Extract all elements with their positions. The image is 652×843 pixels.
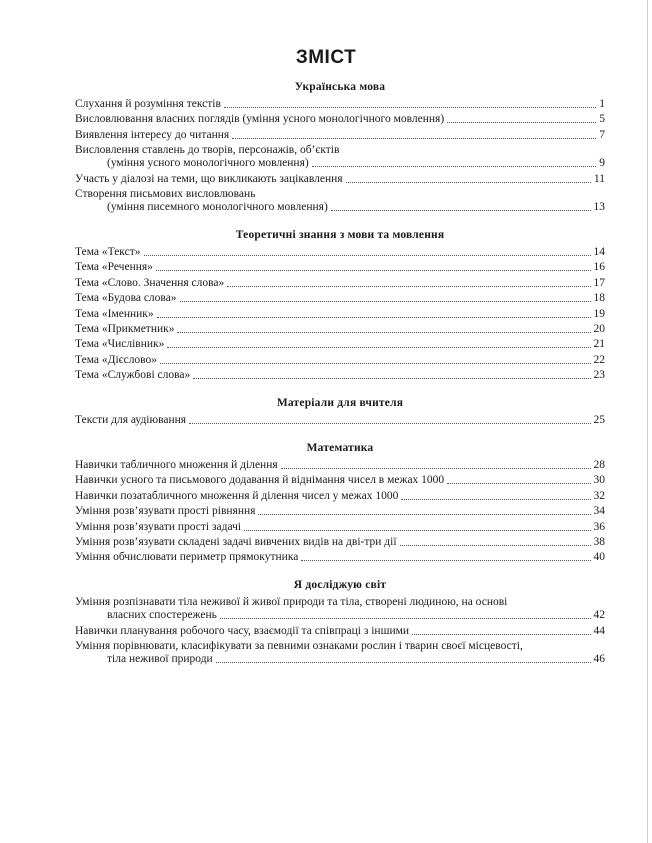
toc-entry-title: Тема «Будова слова» xyxy=(75,292,177,305)
toc-entry xyxy=(75,277,605,290)
toc-entry xyxy=(75,596,605,622)
dot-leader xyxy=(412,634,590,635)
toc-entry-title: Тема «Речення» xyxy=(75,261,153,274)
toc-entry-row xyxy=(75,459,605,472)
toc-entry-title-line: Висловлення ставлень до творів, персонажів, об’єктів xyxy=(75,144,340,157)
dot-leader xyxy=(193,378,590,379)
toc-entry xyxy=(75,144,605,170)
section-heading: Українська мова xyxy=(294,81,386,93)
toc-entry xyxy=(75,536,605,549)
page-number: 34 xyxy=(593,505,605,518)
page-number: 18 xyxy=(593,292,605,305)
page-number: 42 xyxy=(593,609,605,622)
toc-entry-row xyxy=(75,292,605,305)
page-number: 36 xyxy=(593,520,605,533)
dot-leader xyxy=(301,560,590,561)
page-number: 40 xyxy=(593,551,605,564)
toc-entry-title: Навички планування робочого часу, взаємодії та співпраці з іншими xyxy=(75,624,410,637)
page-number: 22 xyxy=(593,353,605,366)
toc-entry-row xyxy=(75,98,605,111)
toc-entry-title: Тема «Прикметник» xyxy=(75,322,175,335)
dot-leader xyxy=(227,286,590,287)
page-number: 7 xyxy=(599,128,605,141)
page-number: 13 xyxy=(593,200,605,213)
toc-entry xyxy=(75,474,605,487)
page-number: 17 xyxy=(593,276,605,289)
toc-entry-title: Уміння розв’язувати складені задачі вивчених видів на дві-три дії xyxy=(75,536,397,549)
page-number: 30 xyxy=(593,474,605,487)
toc-entry xyxy=(75,459,605,472)
toc-entry xyxy=(75,640,605,666)
dot-leader xyxy=(401,499,590,500)
page-number: 14 xyxy=(593,245,605,258)
toc-entry-row xyxy=(75,201,605,214)
toc-entry-row xyxy=(75,521,605,534)
page-number: 28 xyxy=(593,459,605,472)
dot-leader xyxy=(447,122,596,123)
toc-entry-title: (уміння усного монологічного мовлення) xyxy=(107,157,309,170)
toc-entry-row xyxy=(75,261,605,274)
dot-leader xyxy=(220,618,591,619)
dot-leader xyxy=(180,301,591,302)
toc-entry-title: Тема «Іменник» xyxy=(75,307,154,320)
toc-entry-row xyxy=(75,308,605,321)
toc-entry xyxy=(75,323,605,336)
toc-entry-row xyxy=(75,474,605,487)
table-of-contents xyxy=(75,80,605,669)
dot-leader xyxy=(189,423,590,424)
toc-entry xyxy=(75,369,605,382)
toc-entry-row xyxy=(75,354,605,367)
page-number: 20 xyxy=(593,322,605,335)
toc-entry xyxy=(75,551,605,564)
toc-entry-row xyxy=(75,323,605,336)
page-number: 25 xyxy=(593,414,605,427)
toc-entry xyxy=(75,113,605,126)
toc-entry-row xyxy=(75,414,605,427)
toc-entry xyxy=(75,246,605,259)
toc-entry-row xyxy=(75,369,605,382)
toc-entry-title: (уміння писемного монологічного мовлення) xyxy=(107,200,328,213)
page-number: 16 xyxy=(593,261,605,274)
dot-leader xyxy=(447,483,590,484)
toc-entry-row xyxy=(75,625,605,638)
toc-entry xyxy=(75,505,605,518)
dot-leader xyxy=(160,363,590,364)
toc-entry-row xyxy=(75,173,605,186)
toc-entry xyxy=(75,354,605,367)
toc-entry-title: тіла неживої природи xyxy=(107,653,213,666)
dot-leader xyxy=(400,545,591,546)
toc-entry xyxy=(75,338,605,351)
toc-entry-row xyxy=(75,490,605,503)
dot-leader xyxy=(312,166,597,167)
dot-leader xyxy=(258,514,590,515)
dot-leader xyxy=(331,210,591,211)
dot-leader xyxy=(177,332,590,333)
dot-leader xyxy=(156,270,591,271)
toc-entry-title: Тема «Текст» xyxy=(75,245,141,258)
page-number: 23 xyxy=(593,369,605,382)
toc-entry xyxy=(75,414,605,427)
toc-entry-row xyxy=(75,551,605,564)
toc-entry-title: Навички позатабличного множення й ділення чисел у межах 1000 xyxy=(75,489,399,502)
page-number: 38 xyxy=(593,536,605,549)
dot-leader xyxy=(281,468,591,469)
toc-entry xyxy=(75,98,605,111)
toc-entry xyxy=(75,308,605,321)
dot-leader xyxy=(144,255,591,256)
toc-entry-title: Навички усного та письмового додавання й віднімання чисел в межах 1000 xyxy=(75,474,445,487)
toc-entry xyxy=(75,521,605,534)
toc-entry-title: Висловлювання власних поглядів (уміння усного монологічного мовлення) xyxy=(75,113,445,126)
dot-leader xyxy=(224,107,596,108)
dot-leader xyxy=(346,182,591,183)
page-number: 1 xyxy=(599,98,605,110)
toc-entry-title: Уміння розв’язувати прості задачі xyxy=(75,520,242,533)
toc-entry-row xyxy=(75,277,605,290)
toc-entry xyxy=(75,292,605,305)
toc-entry-title: Слухання й розуміння текстів xyxy=(75,98,221,110)
dot-leader xyxy=(216,662,591,663)
toc-entry-title-line: Створення письмових висловлювань xyxy=(75,187,256,200)
toc-entry-title: Участь у діалозі на теми, що викликають зацікавлення xyxy=(75,172,343,185)
section-heading: Теоретичні знання з мови та мовлення xyxy=(235,228,445,241)
toc-entry-title: власних спостережень xyxy=(107,609,217,622)
page-number: 19 xyxy=(593,307,605,320)
page-number: 9 xyxy=(599,157,605,170)
page-number: 32 xyxy=(593,489,605,502)
page-number: 21 xyxy=(593,338,605,351)
toc-entry-row xyxy=(75,653,605,666)
toc-entry-title: Тексти для аудіювання xyxy=(75,414,187,427)
dot-leader xyxy=(244,530,590,531)
toc-entry-title: Уміння розв’язувати прості рівняння xyxy=(75,505,256,518)
page-edge xyxy=(647,0,648,843)
toc-entry-title-line: Уміння розпізнавати тіла неживої й живої природи та тіла, створені людиною, на основі xyxy=(75,596,508,609)
toc-entry-title-line: Уміння порівнювати, класифікувати за певними ознаками рослин і тварин своєї місцевості, xyxy=(75,640,523,653)
toc-entry-row xyxy=(75,246,605,259)
dot-leader xyxy=(232,138,596,139)
toc-entry-title: Уміння обчислювати периметр прямокутника xyxy=(75,551,299,564)
page-title: ЗМІСТ xyxy=(295,47,357,68)
toc-entry xyxy=(75,261,605,274)
toc-entry-title: Тема «Дієслово» xyxy=(75,353,158,366)
section-heading: Математика xyxy=(306,442,374,455)
toc-entry-title: Тема «Службові слова» xyxy=(75,369,191,382)
page-number: 11 xyxy=(593,172,605,185)
toc-entry-row xyxy=(75,536,605,549)
toc-entry-row xyxy=(75,609,605,622)
toc-entry-row xyxy=(75,129,605,142)
dot-leader xyxy=(157,317,591,318)
page-number: 5 xyxy=(599,113,605,126)
toc-entry xyxy=(75,188,605,214)
toc-entry-title: Виявлення інтересу до читання xyxy=(75,128,230,141)
toc-entry-title: Навички табличного множення й ділення xyxy=(75,459,278,472)
dot-leader xyxy=(167,347,590,348)
toc-entry-title: Тема «Слово. Значення слова» xyxy=(75,276,225,289)
toc-entry xyxy=(75,625,605,638)
toc-entry xyxy=(75,173,605,186)
page-number: 44 xyxy=(593,624,605,637)
toc-entry xyxy=(75,490,605,503)
toc-entry-row xyxy=(75,113,605,126)
toc-entry-row xyxy=(75,157,605,170)
toc-entry xyxy=(75,129,605,142)
section-heading: Я досліджую світ xyxy=(293,579,387,592)
toc-entry-row xyxy=(75,338,605,351)
page-number: 46 xyxy=(593,653,605,666)
toc-entry-title: Тема «Числівник» xyxy=(75,338,165,351)
toc-entry-row xyxy=(75,505,605,518)
section-heading: Матеріали для вчителя xyxy=(276,397,404,410)
